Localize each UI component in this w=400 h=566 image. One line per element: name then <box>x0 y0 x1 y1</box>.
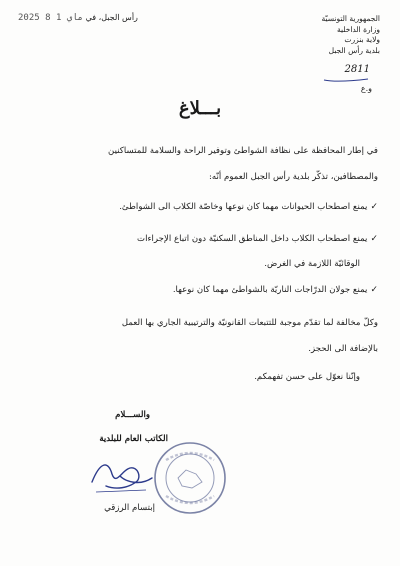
bullet-1 <box>22 202 378 212</box>
letterhead-ministry: وزارة الداخلية <box>336 24 380 34</box>
penalty-line-1: وكلّ مخالفة لما تقدّم موجبة للتتبعات القانونيّة والترتيبية الجاري بها العمل <box>121 318 378 328</box>
letterhead-municipality: بلدية رأس الجبل <box>328 45 380 55</box>
letterhead-republic: الجمهورية التونسيّة <box>321 14 380 23</box>
checkmark-icon: ✓ <box>370 202 378 212</box>
checkmark-icon: ✓ <box>370 285 378 295</box>
bullet-1-text: يمنع اصطحاب الحيوانات مهما كان نوعها وخاصّة الكلاب الى الشواطئ. <box>119 202 368 212</box>
reference-underline-scribble <box>322 64 370 84</box>
bullet-2-text-line2: الوقائيّة اللازمة في الغرض. <box>264 259 360 269</box>
signatory-name: إبتسام الرزقي <box>104 503 155 513</box>
penalty-line-2: بالإضافة الى الحجز. <box>308 344 378 354</box>
closing-line: وإنّنا نعوّل على حسن تفهمكم. <box>254 372 360 382</box>
bullet-3-text: يمنع جولان الدرّاجات الناريّة بالشواطئ مهما كان نوعها. <box>172 285 368 295</box>
bullet-2 <box>22 234 378 244</box>
reference-office-code: و.ع <box>360 84 372 93</box>
place-date <box>12 13 138 23</box>
letterhead <box>270 14 380 56</box>
bullet-3 <box>22 285 378 295</box>
handwritten-signature <box>86 452 156 498</box>
date-stamp: 2025 ماي 1 8 <box>18 13 84 23</box>
intro-line-1: في إطار المحافظة على نظافة الشواطئ وتوفير الراحة والسلامة للمتساكنين <box>108 146 378 156</box>
reference-number: 2811 <box>344 64 370 75</box>
salutation: والســـلام <box>115 410 150 420</box>
intro-line-2: والمصطافين، تذكّر بلدية رأس الجبل العموم أنّه: <box>209 172 378 182</box>
checkmark-icon: ✓ <box>370 234 378 244</box>
place-date-label: رأس الجبل، في <box>85 13 138 22</box>
bullet-2-text-line1: يمنع اصطحاب الكلاب داخل المناطق السكنيّة دون اتباع الإجراءات <box>137 234 368 244</box>
letterhead-governorate: ولاية بنزرت <box>344 35 380 44</box>
official-stamp <box>152 440 228 516</box>
signatory-role: الكاتب العام للبلدية <box>99 434 168 444</box>
notice-title: بـــلاغ <box>178 98 222 119</box>
